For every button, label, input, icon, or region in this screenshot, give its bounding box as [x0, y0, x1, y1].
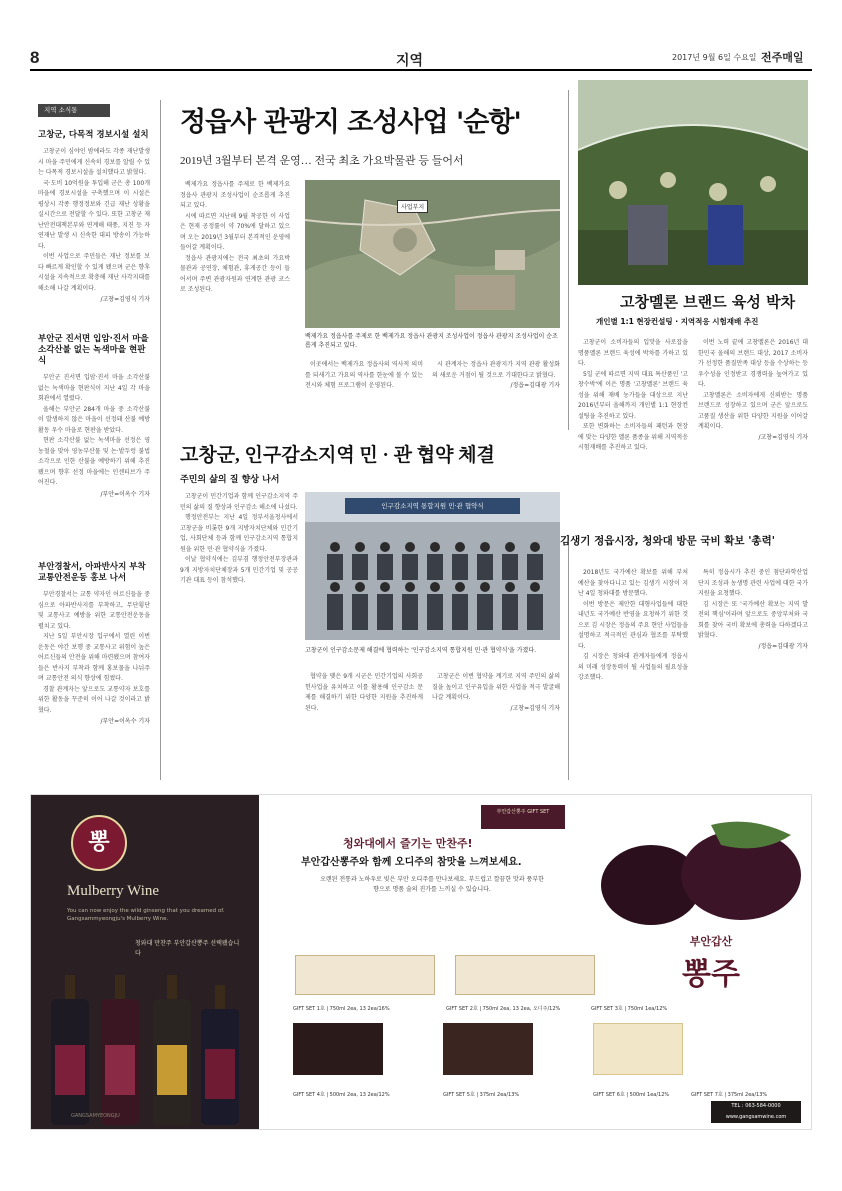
article3-subhead: 주민의 삶의 질 향상 나서: [180, 475, 280, 485]
page-number: 8: [30, 48, 40, 67]
article2-col2: [698, 338, 808, 443]
gift-box: [593, 1023, 683, 1075]
paragraph: 올해는 부안군 284개 마을 중 소각산불이 발생하지 않은 마을이 선정돼 산불 예방 활동 우수 마을로 현판을 받았다.: [38, 405, 150, 434]
byline: /정읍=김대광 기자: [510, 382, 560, 389]
paragraph: 고창군이 심야인 밤에라도 각종 재난발생 시 마을 주민에게 신속히 경보를 알릴 수 있는 다목적 경보시설을 설치했다고 밝혔다.: [38, 148, 150, 177]
gift-box: [455, 955, 595, 995]
byline: /부안=이옥수 기자: [100, 718, 150, 726]
paragraph: 고창군은 이번 협약을 계기로 지역 주민의 삶의 질을 높이고 인구유입을 위한 사업을 적극 발굴해 나갈 계획이다.: [432, 673, 560, 701]
gift-label: GIFT SET 3호 | 750ml 1ea/12%: [591, 1006, 668, 1012]
paragraph: 고창군이 소비자들의 입맛을 사로잡을 명품멜론 브랜드 육성에 박차를 가하고 있다.: [578, 339, 688, 367]
ad-title: 청와대에서 즐기는 만찬주!: [343, 837, 473, 850]
article3-headline: 고창군, 인구감소지역 민 · 관 협약 체결: [180, 445, 495, 466]
gift-box: [443, 1023, 533, 1075]
article1-headline: 정읍사 관광지 조성사업 '순항': [180, 107, 521, 138]
paragraph: 고창군이 민간기업과 함께 인구감소지역 주민의 삶의 질 향상과 인구감소 해소에 나섰다.: [180, 493, 298, 511]
brief-item: [38, 130, 150, 303]
brand-emblem: 뽕: [71, 815, 127, 871]
aerial-photo: [305, 180, 560, 328]
contact-box: [711, 1101, 801, 1123]
paragraph: 김 시장은 또 '국가예산 확보는 지역 발전의 핵심'이라며 앞으로도 중앙부처와 국회를 찾아 국비 확보에 총력을 다하겠다고 밝혔다.: [698, 600, 808, 639]
logo-line2: 뽕주: [682, 957, 740, 992]
paragraph: 또한 변화하는 소비자들의 패턴과 현장에 맞는 다양한 멜론 품종을 위해 지역적응 시험재배를 추진하고 있다.: [578, 423, 688, 451]
brief-tag: 지역 소식통: [38, 104, 110, 117]
brief-item: [38, 334, 150, 498]
melon-photo: [578, 80, 808, 285]
bottle-group-graphic: [51, 975, 251, 1125]
paragraph: 이번 사업으로 주민들은 재난 정보를 보다 빠르게 확인할 수 있게 됐으며 군은 향후 시설을 지속적으로 확충해 재난 사각지대를 해소해 나갈 계획이다.: [38, 253, 150, 292]
map-label: 사업부지: [397, 200, 428, 213]
brief-title: 고창군, 다목적 경보시설 설치: [38, 130, 149, 140]
brief-body: [38, 373, 150, 489]
paragraph: 정읍사 관광지에는 전국 최초의 가요박물관과 공연장, 체험관, 휴게공간 등이 들어서며 주변 관광자원과 연계한 관광 코스로 조성된다.: [180, 254, 290, 293]
greenhouse-graphic: [578, 80, 808, 285]
agreement-caption: 고창군이 인구감소문제 해결에 협력하는 '인구감소지역 통합지원 민·관 협약식'을 가졌다.: [305, 647, 537, 654]
paragraph: 이날 협약식에는 김부겸 행정안전부장관과 9개 지방자치단체장과 5개 민간기업 및 공공기관 대표 등이 참석했다.: [180, 556, 298, 584]
gift-set-row: [295, 955, 595, 1003]
gift-box: [293, 1023, 383, 1075]
article3-col1: [180, 492, 298, 587]
gift-label: GIFT SET 6호 | 500ml 1ea/12%: [593, 1092, 670, 1098]
paragraph: 현판 소각산불 없는 녹색마을 선정은 영농철을 맞아 영농부산물 및 논·밭두렁 불법 소각으로 인한 산불을 예방하기 위해 추진됐으며 향후 선정 마을에는 인센티브가 주어진다.: [38, 437, 150, 487]
gift-label: GIFT SET 2호 | 750ml 2ea, 13 2ea, 오디주/12%: [446, 1006, 561, 1012]
article3-col3: [305, 672, 423, 714]
ad-subtitle: 부안갑산뽕주와 함께 오디주의 참맛을 느껴보세요.: [301, 857, 522, 868]
paragraph: 지난 5일 부안시장 입구에서 열린 이번 운동은 야간 보행 중 교통사고 위험이 높은 어르신들의 안전을 위해 마련됐으며 참여자들은 반사지 부착과 함께 홍보물을 나눠주며 교통안전 의식 향상에 힘썼다.: [38, 633, 150, 683]
article3-col4: [432, 672, 560, 714]
paragraph: 부안군 진서면 입암·진서 마을 소각산불 없는 녹색마을 현판식이 지난 4일 각 마을회관에서 열렸다.: [38, 374, 150, 403]
article4-col1: [578, 568, 688, 684]
gift-label: GIFT SET 4호 | 500ml 2ea, 13 2ea/12%: [293, 1092, 390, 1098]
paragraph: 행정안전부는 지난 4일 정부서울청사에서 고창군을 비롯한 9개 지방자치단체와 민간기업, 사회단체 등과 함께 인구감소지역 통합지원을 위한 민·관 협약식을 가졌다.: [180, 514, 298, 553]
mulberry-wine-ad[interactable]: [30, 794, 812, 1130]
byline: /고창=김영식 기자: [100, 296, 150, 304]
byline: /정읍=김대광 기자: [758, 642, 808, 650]
column-divider: [160, 100, 161, 780]
paragraph: 협약을 맺은 9개 시군은 민간기업의 사회공헌사업을 유치하고 이를 활용해 인구감소 문제를 해결하기 위한 다양한 지원을 추진하게 된다.: [305, 673, 423, 712]
brief-title: 부안군 진서면 입암·진서 마을 소각산불 없는 녹색마을 현판식: [38, 334, 149, 367]
tagline-english: You can now enjoy the wild ginseng that you dreamed of. Gangsammyeongju's Mulberry Wine.: [67, 908, 225, 923]
article4-headline: 김생기 정읍시장, 청와대 방문 국비 확보 '총력': [560, 535, 775, 547]
byline: /고창=김영식 기자: [510, 704, 560, 712]
paragraph: 국·도비 10억원을 투입해 군은 총 100개 마을에 경보시설을 구축했으며 이 시설은 평상시 각종 행정정보와 긴급 재난 상황을 실시간으로 전달할 수 있다. 또한 고창군 재난안전대책본부와 연계해 태풍, 지진 등 자연재난 발생 시 신속한 대피 방송이 가능하다.: [38, 179, 150, 250]
paragraph: 백제가요 정읍사를 주제로 한 백제가요 정읍사 관광지 조성사업이 순조롭게 추진되고 있다.: [180, 181, 290, 209]
paragraph: 김 시장은 청와대 관계자들에게 정읍시의 미래 성장동력이 될 사업들의 필요성을 강조했다.: [578, 653, 688, 681]
logo-line1: 부안갑산: [689, 935, 733, 948]
paragraph: 시 관계자는 정읍사 관광지가 지역 관광 활성화의 새로운 거점이 될 것으로 기대한다고 밝혔다.: [432, 361, 560, 379]
gift-set-row-2: [293, 1023, 793, 1083]
paragraph: 이곳에서는 백제가요 정읍사의 역사적 의미를 되새기고 가요의 역사를 한눈에 볼 수 있는 전시와 체험 프로그램이 운영된다.: [305, 361, 423, 389]
paragraph: 2018년도 국가예산 확보를 위해 부처 예산을 찾아다니고 있는 김생기 시장이 지난 4일 청와대를 방문했다.: [578, 569, 688, 597]
byline: /부안=이옥수 기자: [100, 490, 150, 498]
paragraph: 시에 따르면 지난해 9월 착공한 이 사업은 현재 공정률이 약 70%에 달하고 있으며 오는 2019년 3월부터 본격적인 운영에 들어갈 계획이다.: [180, 212, 290, 251]
award-text: 청와대 만찬주 부안갑산뽕주 선택됐습니다: [135, 940, 240, 957]
mulberry-fruit-graphic: [591, 815, 811, 935]
phone-number: TEL : 063-584-0000: [731, 1103, 781, 1109]
agreement-photo: [305, 492, 560, 640]
paragraph: 이번 방문은 제안한 대형사업들에 대한 내년도 국가예산 반영을 요청하기 위한 것으로 김 시장은 정읍의 주요 현안 사업들을 설명하고 적극적인 관심과 협조를 부탁했다.: [578, 600, 688, 650]
article2-subhead: 개인별 1:1 현장컨설팅 · 지역적응 시험재배 추진: [596, 317, 759, 326]
brief-body: [38, 147, 150, 294]
article1-col4: [432, 360, 560, 392]
newspaper-name: 전주매일: [761, 51, 804, 64]
ceremony-graphic: [305, 492, 560, 640]
gift-set-badge: 부안갑산뽕주 GIFT SET: [481, 805, 565, 829]
paragraph: 이번 노력 끝에 고창멜론은 2016년 대한민국 올해의 브랜드 대상, 2017 소비자가 선정한 품질만족 대상 등을 수상하는 등 우수성을 인정받고 경쟁력을 높여가고 있다.: [698, 339, 808, 388]
article1-col3: [305, 360, 423, 392]
gift-box: [295, 955, 435, 995]
article2-headline: 고창멜론 브랜드 육성 박차: [620, 293, 796, 311]
column-divider: [568, 90, 569, 430]
brief-body: [38, 590, 150, 716]
gift-label: GIFT SET 7호 | 375ml 2ea/13%: [691, 1092, 768, 1098]
article4-col2: [698, 568, 808, 652]
brief-title: 부안경찰서, 아파반사지 부착 교통안전운동 홍보 나서: [38, 562, 146, 584]
column-divider: [568, 535, 569, 780]
paragraph: 고창멜론은 소비자에게 신뢰받는 명품 브랜드로 성장하고 있으며 군은 앞으로도 고품질 생산을 위한 다양한 지원을 이어갈 계획이다.: [698, 391, 808, 430]
issue-date: 2017년 9월 6일 수요일: [672, 53, 757, 62]
header-rule: [30, 69, 812, 71]
paragraph: 경찰 관계자는 앞으로도 교통약자 보호를 위한 활동을 꾸준히 이어 나갈 것이라고 밝혔다.: [38, 685, 150, 714]
paragraph: 5일 군에 따르면 지역 대표 특산품인 '고창수박'에 이은 명품 '고창멜론' 브랜드 육성을 위해 재배 농가들을 대상으로 지난 2016년부터 올해까지 개인별 1:1 현장컨설팅을 추진하고 있다.: [578, 370, 688, 420]
section-title: 지역: [396, 53, 424, 69]
paragraph: 특히 정읍시가 추진 중인 첨단과학산업단지 조성과 농생명 관련 사업에 대한 국가 지원을 요청했다.: [698, 569, 808, 597]
gift-label: GIFT SET 1호 | 750ml 2ea, 13 2ea/16%: [293, 1006, 390, 1012]
brief-item: [38, 562, 150, 725]
ceremony-banner: 인구감소지역 통합지원 민·관 협약식: [381, 502, 484, 510]
byline: /고창=김영식 기자: [758, 433, 808, 441]
aerial-map-graphic: [305, 180, 560, 328]
page-header: [0, 0, 842, 76]
website[interactable]: www.gangsamwine.com: [725, 1114, 787, 1120]
article1-col1: [180, 180, 290, 296]
paragraph: 부안경찰서는 교통 약자인 어르신들을 중심으로 아파반사지를 부착하고, 무단횡단 및 교통사고 예방을 위한 교통안전운동을 펼치고 있다.: [38, 591, 150, 630]
ad-logo: [651, 933, 771, 993]
brand-english: Mulberry Wine: [67, 883, 160, 899]
company-name: GANGSAMYEONGJU: [71, 1113, 120, 1119]
ad-description: 오랜된 전통과 노하우로 빚은 부안 오디주를 만나보세요. 부드럽고 깔끔한 맛과 풍부한 향으로 명품 술의 진가를 느끼실 수 있습니다.: [320, 876, 544, 893]
article2-col1: [578, 338, 688, 454]
gift-label: GIFT SET 5호 | 375ml 2ea/13%: [443, 1092, 520, 1098]
article1-subhead: 2019년 3월부터 본격 운영… 전국 최초 가요박물관 등 들어서: [180, 155, 464, 167]
aerial-caption: 백제가요 정읍사를 주제로 한 백제가요 정읍사 관광지 조성사업이 정읍사 관광지 조성사업이 순조롭게 추진되고 있다.: [305, 333, 558, 349]
